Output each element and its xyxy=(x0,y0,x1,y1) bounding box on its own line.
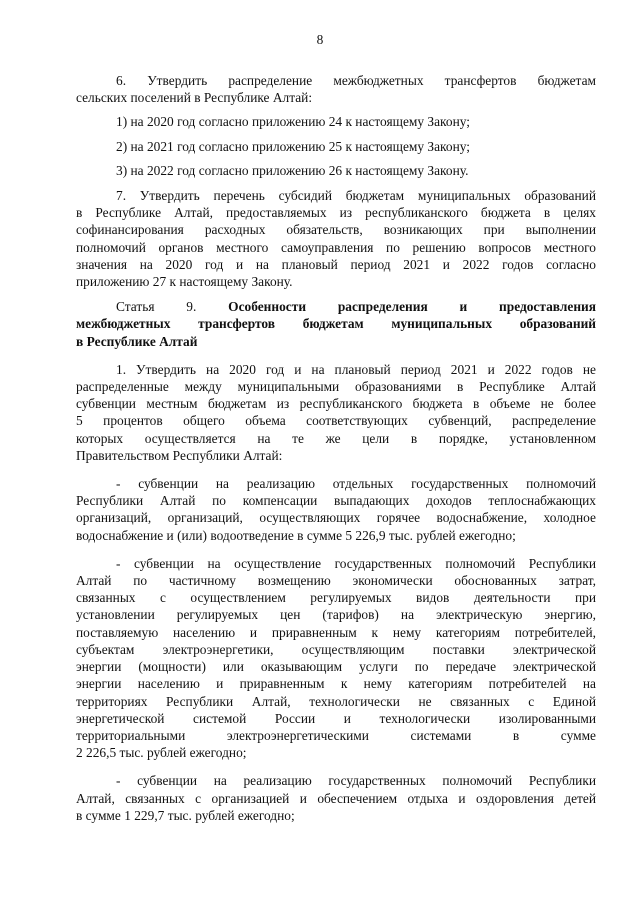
bullet-2-line-7: энергии (мощности) или оказывающим услуги по передаче электрической xyxy=(76,659,596,675)
article-9-title-line-2: межбюджетных трансфертов бюджетам муниципальных образований xyxy=(76,316,596,332)
article-9-heading xyxy=(76,298,596,350)
article-9-point-1-line-3: субвенции местным бюджетам из республиканского бюджета в объеме не более xyxy=(76,396,596,412)
article-9-point-1-line-2: распределенные между муниципальными образованиями в Республике Алтай xyxy=(76,379,596,395)
section-6-item-3: 3) на 2022 год согласно приложению 26 к настоящему Закону. xyxy=(116,162,469,178)
subvention-bullet-3 xyxy=(76,772,596,824)
section-7-line-1: 7. Утвердить перечень субсидий бюджетам муниципальных образований xyxy=(116,188,596,204)
section-7-line-2: в Республике Алтай, предоставляемых из республиканского бюджета в целях xyxy=(76,205,596,221)
bullet-1-line-4: водоснабжение и (или) водоотведение в сумме 5 226,9 тыс. рублей ежегодно; xyxy=(76,527,516,543)
article-9-title-line-1: Особенности распределения и предоставления xyxy=(228,299,596,315)
article-9-point-1-line-1: 1. Утвердить на 2020 год и на плановый период 2021 и 2022 годов не xyxy=(116,361,596,377)
bullet-2-line-9: территориях Республики Алтай, технологически не связанных с Единой xyxy=(76,693,596,709)
section-6-intro-line-2: сельских поселений в Республике Алтай: xyxy=(76,90,313,106)
section-7-line-3: софинансирования расходных обязательств, возникающих при выполнении xyxy=(76,222,596,238)
bullet-3-line-1: - субвенции на реализацию государственных полномочий Республики xyxy=(116,773,596,789)
bullet-1-line-1: - субвенции на реализацию отдельных государственных полномочий xyxy=(116,476,596,492)
bullet-2-line-6: субъектам электроэнергетики, осуществляющим поставки электрической xyxy=(76,641,596,657)
bullet-2-line-11: территориальными электроэнергетическими системами в сумме xyxy=(76,727,596,743)
bullet-3-line-3: в сумме 1 229,7 тыс. рублей ежегодно; xyxy=(76,807,295,823)
section-6-item-2: 2) на 2021 год согласно приложению 25 к настоящему Закону; xyxy=(116,138,470,154)
bullet-2-line-5: поставляемую населению и приравненным к нему категориям потребителей, xyxy=(76,624,596,640)
subvention-bullet-2 xyxy=(76,555,596,761)
bullet-2-line-4: установлении регулируемых цен (тарифов) на электрическую энергию, xyxy=(76,607,596,623)
article-9-title-line-3: в Республике Алтай xyxy=(76,333,198,349)
article-9-point-1-line-6: Правительством Республики Алтай: xyxy=(76,447,283,463)
section-6-item-1: 1) на 2020 год согласно приложению 24 к настоящему Закону; xyxy=(116,114,470,130)
section-7-line-5: значения на 2020 год и на плановый период 2021 и 2022 годов согласно xyxy=(76,256,596,272)
bullet-1-line-3: организаций, организаций, осуществляющих горячее водоснабжение, холодное xyxy=(76,510,596,526)
bullet-2-line-8: энергии населению и приравненным к нему категориям потребителей на xyxy=(76,676,596,692)
article-9-point-1-line-4: 5 процентов общего объема соответствующих субвенций, распределение xyxy=(76,413,596,429)
article-9-point-1 xyxy=(76,361,596,464)
subvention-bullet-1 xyxy=(76,475,596,544)
section-7-line-4: полномочий органов местного самоуправления по решению вопросов местного xyxy=(76,239,596,255)
bullet-2-line-3: связанных с осуществлением регулируемых видов деятельности при xyxy=(76,590,596,606)
section-7-line-6: приложению 27 к настоящему Закону. xyxy=(76,274,293,290)
section-7-paragraph xyxy=(76,187,596,290)
article-9-label: Статья 9. xyxy=(116,299,197,315)
section-6-intro-line-1: 6. Утвердить распределение межбюджетных трансфертов бюджетам xyxy=(116,73,596,88)
bullet-3-line-2: Алтай, связанных с организацией и обеспечением отдыха и оздоровления детей xyxy=(76,790,596,806)
bullet-2-line-2: Алтай по частичному возмещению экономически обоснованных затрат, xyxy=(76,573,596,589)
document-body xyxy=(76,72,596,824)
bullet-2-line-12: 2 226,5 тыс. рублей ежегодно; xyxy=(76,745,247,761)
article-9-point-1-line-5: которых осуществляется на те же цели в порядке, установленном xyxy=(76,430,596,446)
article-9-heading-line-1 xyxy=(76,298,596,315)
page-number: 8 xyxy=(316,32,324,47)
bullet-1-line-2: Республики Алтай по компенсации выпадающих доходов теплоснабжающих xyxy=(76,493,596,509)
bullet-2-line-1: - субвенции на осуществление государственных полномочий Республики xyxy=(116,555,596,571)
bullet-2-line-10: энергетической системой России и технологически изолированными xyxy=(76,710,596,726)
